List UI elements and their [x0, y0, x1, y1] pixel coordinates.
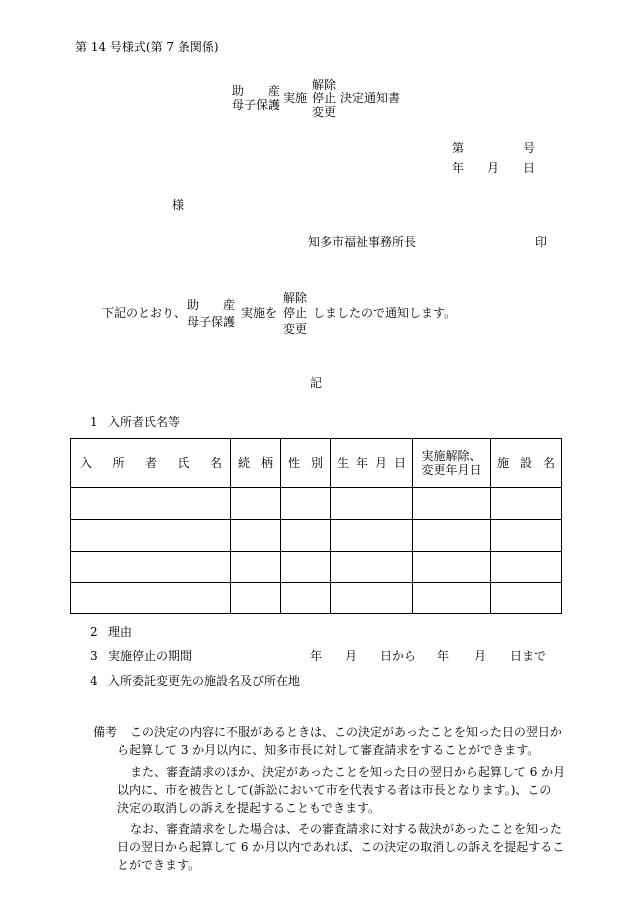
table-cell	[231, 583, 281, 614]
remarks-line: なお、審査請求をした場合は、その審査請求に対する裁決があったことを知った	[130, 822, 562, 836]
spread-char: 産	[222, 298, 235, 312]
table-cell	[491, 520, 562, 552]
notice-option-midwifery	[187, 299, 235, 311]
header-facility-name	[491, 457, 561, 469]
table-cell	[231, 488, 281, 520]
spread-char: 年	[355, 456, 368, 470]
header-change-date-cell	[413, 439, 491, 488]
remarks-line: この決定の内容に不服があるときは、この決定があったことを知った日の翌日か	[130, 725, 562, 739]
notice-tail: しましたので通知します。	[313, 306, 457, 320]
remarks-line: 以内に、市を被告として(訴訟において市を代表する者は市長となります。)、この	[117, 783, 552, 797]
header-resident-name	[71, 457, 230, 469]
header-birth-date-cell	[331, 439, 413, 488]
period-start-day: 日から	[380, 649, 417, 663]
spread-char: 柄	[260, 456, 273, 470]
table-cell	[231, 520, 281, 552]
period-start-year: 年	[310, 649, 323, 663]
table-row	[71, 520, 562, 552]
table-cell	[71, 520, 231, 552]
table-cell	[331, 552, 413, 583]
spread-char: 施	[497, 456, 510, 470]
table-cell	[231, 552, 281, 583]
section-4-label: 入所委託変更先の施設名及び所在地	[108, 674, 301, 688]
remarks-line: 日の翌日から起算して 6 か月以内であれば、この決定の取消しの訴えを提起するこ	[117, 840, 565, 854]
remarks-line: 決定の取消しの訴えを提起することもできます。	[117, 801, 381, 815]
table-cell	[413, 552, 491, 583]
table-cell	[71, 583, 231, 614]
period-end-month: 月	[474, 649, 487, 663]
spread-char: 別	[310, 456, 323, 470]
header-gender-cell	[281, 439, 331, 488]
header-relationship-cell	[231, 439, 281, 488]
period-end-year: 年	[437, 649, 450, 663]
notice-option-cancel: 解除	[283, 291, 308, 305]
header-relationship	[231, 457, 280, 469]
spread-char: 名	[542, 456, 555, 470]
resident-table	[70, 438, 562, 614]
title-option-suspend: 停止	[312, 91, 337, 105]
table-cell	[491, 552, 562, 583]
header-change-date	[413, 449, 490, 477]
section-1-label: 入所者氏名等	[108, 415, 181, 429]
title-action: 実施	[283, 91, 308, 105]
title-suffix: 決定通知書	[340, 91, 401, 105]
header-facility-name-cell	[491, 439, 562, 488]
section-2-number: 2	[90, 625, 98, 639]
form-number: 第 14 号様式(第 7 条関係)	[75, 40, 219, 54]
spread-char: 助	[187, 298, 200, 312]
table-row	[71, 583, 562, 614]
table-row	[71, 488, 562, 520]
header-change-date-line-2: 変更年月日	[421, 463, 482, 477]
spread-char: 性	[288, 456, 301, 470]
table-cell	[331, 488, 413, 520]
table-cell	[491, 583, 562, 614]
header-change-date-line-1: 実施解除、	[421, 449, 482, 463]
date-year-label: 年	[452, 161, 465, 175]
remarks-line: また、審査請求のほか、決定があったことを知った日の翌日から起算して 6 か月	[130, 765, 566, 779]
spread-char: 者	[144, 456, 157, 470]
notice-lead: 下記のとおり、	[102, 306, 187, 320]
spread-char: 月	[374, 456, 387, 470]
notice-action: 実施を	[241, 306, 278, 320]
notice-option-suspend: 停止	[283, 306, 308, 320]
section-1-number: 1	[90, 415, 98, 429]
table-cell	[71, 552, 231, 583]
remarks-label: 備考	[93, 725, 118, 739]
table-cell	[491, 488, 562, 520]
table-cell	[331, 520, 413, 552]
title-option-mother-child-protection: 母子保護	[232, 98, 281, 112]
table-cell	[281, 552, 331, 583]
issuer-name: 知多市福祉事務所長	[308, 235, 417, 249]
table-header-row	[71, 439, 562, 488]
date-month-label: 月	[487, 161, 500, 175]
table-cell	[413, 520, 491, 552]
record-heading: 記	[310, 376, 323, 390]
spread-char: 日	[393, 456, 406, 470]
table-cell	[413, 583, 491, 614]
period-end-day: 日まで	[510, 649, 547, 663]
remarks-line: とができます。	[117, 858, 201, 872]
table-row	[71, 552, 562, 583]
spread-char: 生	[337, 456, 350, 470]
section-2-label: 理由	[108, 625, 133, 639]
section-4-number: 4	[90, 674, 98, 688]
spread-char: 氏	[177, 456, 190, 470]
spread-char: 助	[232, 84, 245, 98]
seal-mark: 印	[535, 235, 548, 249]
document-number-suffix: 号	[523, 141, 536, 155]
date-day-label: 日	[523, 161, 536, 175]
notice-option-mother-child-protection: 母子保護	[187, 315, 236, 329]
spread-char: 産	[267, 84, 280, 98]
header-birth-date	[331, 457, 412, 469]
title-option-cancel: 解除	[312, 78, 337, 92]
table-cell	[413, 488, 491, 520]
header-gender	[281, 457, 330, 469]
section-3-number: 3	[90, 649, 98, 663]
document-number-prefix: 第	[452, 141, 465, 155]
section-3-label: 実施停止の期間	[108, 649, 193, 663]
spread-char: 入	[80, 456, 93, 470]
remarks-line: ら起算して 3 か月以内に、知多市長に対して審査請求をすることができます。	[117, 743, 540, 757]
title-option-midwifery	[232, 85, 280, 97]
table-cell	[281, 583, 331, 614]
table-cell	[281, 520, 331, 552]
table-cell	[71, 488, 231, 520]
spread-char: 続	[238, 456, 251, 470]
table-cell	[331, 583, 413, 614]
table-cell	[281, 488, 331, 520]
spread-char: 設	[519, 456, 532, 470]
header-resident-name-cell	[71, 439, 231, 488]
title-option-change: 変更	[312, 105, 337, 119]
spread-char: 所	[112, 456, 125, 470]
period-start-month: 月	[345, 649, 358, 663]
spread-char: 名	[209, 456, 222, 470]
addressee-honorific: 様	[172, 198, 185, 212]
notice-option-change: 変更	[283, 322, 308, 336]
